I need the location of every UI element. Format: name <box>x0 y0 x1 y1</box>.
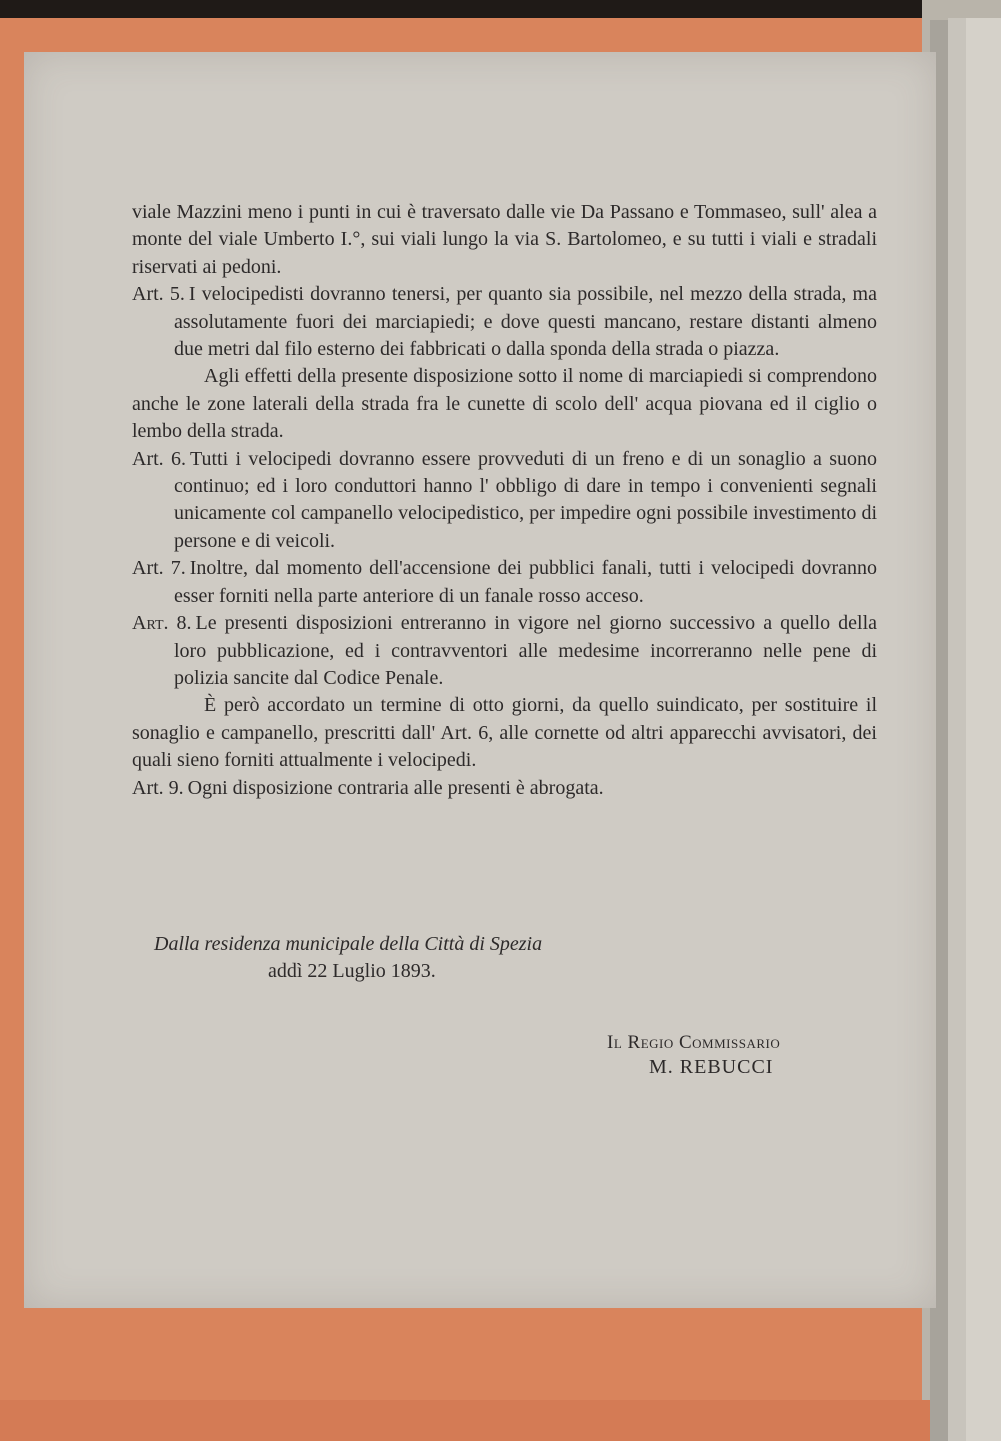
signature-name: M. REBUCCI <box>649 1056 774 1078</box>
top-dark-band <box>0 0 1001 18</box>
document-body <box>132 199 877 802</box>
place-line: Dalla residenza municipale della Città di Spezia <box>154 933 543 955</box>
right-facing-page-inner <box>966 18 1001 1441</box>
paragraph-continuation: viale Mazzini meno i punti in cui è traversato dalle vie Da Passano e Tommaseo, sull' alea a monte del viale Umberto I.°, sui viali lungo la via S. Bartolomeo, e su tutti i viali e stradali riservati ai pedoni. <box>132 201 877 278</box>
bottom-cover-band <box>0 1400 930 1441</box>
article-8: Art. 8. Le presenti disposizioni entreranno in vigore nel giorno successivo a quello della loro pubblicazione, ed i contravventori alle medesime incorreranno nelle pene di polizia sancite dal Codice Penale. <box>132 612 878 689</box>
document-page <box>24 52 936 1308</box>
paragraph-indent: Agli effetti della presente disposizione sotto il nome di marciapiedi si comprendono anche le zone laterali della strada fra le cunette di scolo dell' acqua piovana ed il ciglio o lembo della strada. <box>132 365 877 443</box>
paragraph-indent: È però accordato un termine di otto giorni, da quello suindicato, per sostituire il sonaglio e campanello, prescritti dall' Art. 6, alle cornette od altri apparecchi avvisatori, dei quali sieno forniti attualmente i velocipedi. <box>132 694 877 772</box>
signature-title: Il Regio Commissario <box>607 1032 781 1053</box>
article-5: Art. 5. I velocipedisti dovranno tenersi, per quanto sia possibile, nel mezzo della strada, ma assolutamente fuori dei marciapiedi; e dove questi mancano, restare distanti almeno due metri dal filo esterno dei fabbricati o dalla sponda della strada o piazza. <box>132 283 877 361</box>
date-line: addì 22 Luglio 1893. <box>268 960 436 982</box>
article-9: Art. 9. Ogni disposizione contraria alle presenti è abrogata. <box>132 776 604 799</box>
article-7: Art. 7. Inoltre, dal momento dell'accensione dei pubblici fanali, tutti i velocipedi dovranno esser forniti nella parte anteriore di un fanale rosso acceso. <box>132 557 877 607</box>
article-6: Art. 6. Tutti i velocipedi dovranno essere provveduti di un freno e di un sonaglio a suono continuo; ed i loro conduttori hanno l' obbligo di dare in tempo i convenienti segnali unicamente col campanello velocipedistico, per impedire ogni possibile investimento di persone e di veicoli. <box>132 447 877 552</box>
